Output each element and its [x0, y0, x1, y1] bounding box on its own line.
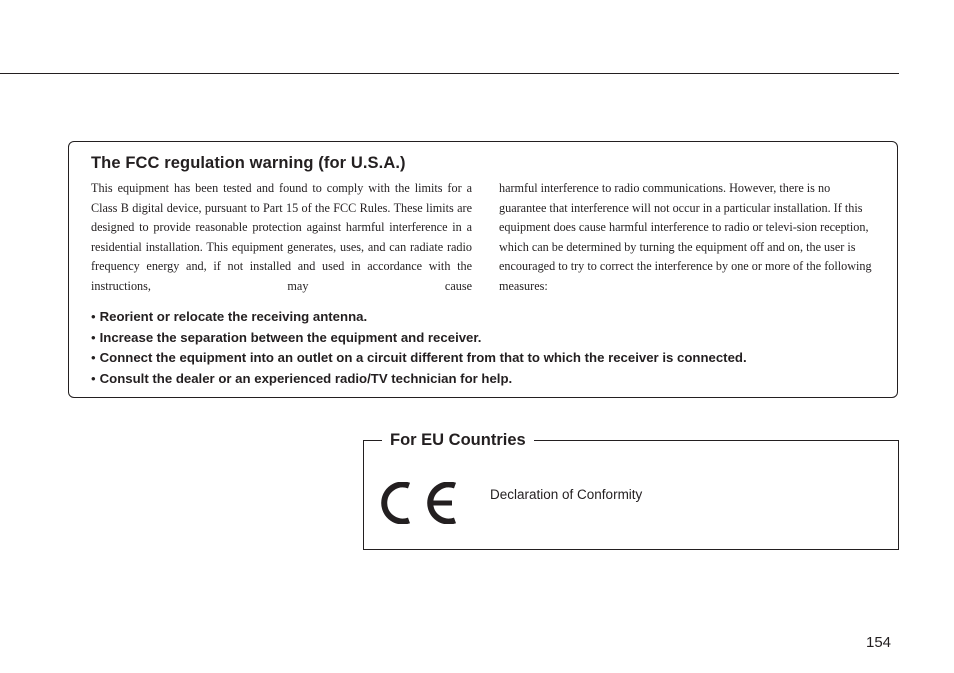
list-item: [91, 369, 747, 390]
fcc-warning-box: [68, 141, 898, 398]
bullet-glyph: •: [91, 309, 96, 324]
bullet-glyph: •: [91, 350, 96, 366]
measure-text: Reorient or relocate the receiving antenna.: [99, 309, 368, 324]
measure-text: Increase the separation between the equipment and receiver.: [99, 329, 482, 345]
fcc-paragraph-left: This equipment has been tested and found to comply with the limits for a Class B digital device, pursuant to Part 15 of the FCC Rules. These limits are designed to provide reasonable protection against harmful interference in a residential installation. This equipment generates, uses, and can radiate radio frequency energy and, if not installed and used in accordance with the instructions, may cause: [91, 181, 472, 293]
header-rule: [0, 73, 899, 74]
fcc-title: The FCC regulation warning (for U.S.A.): [91, 154, 406, 172]
list-item: [91, 307, 747, 328]
fcc-measures-list: [91, 307, 747, 389]
list-item: [91, 348, 747, 369]
measure-text: Consult the dealer or an experienced radio/TV technician for help.: [99, 370, 513, 386]
page-number: 154: [866, 634, 892, 651]
measure-text: Connect the equipment into an outlet on a circuit different from that to which the receiver is connected.: [99, 350, 747, 366]
list-item: [91, 328, 747, 349]
eu-title: For EU Countries: [382, 429, 534, 451]
bullet-glyph: •: [91, 329, 96, 345]
declaration-of-conformity-label: Declaration of Conformity: [490, 487, 643, 502]
fcc-paragraph-right: harmful interference to radio communications. However, there is no guarantee that interference will not occur in a particular installation. If this equipment does cause harmful interference to radio or televi-sion reception, which can be determined by turning the equipment off and on, the user is encouraged to try to correct the interference by one or more of the following measures:: [499, 181, 872, 293]
ce-mark-icon: [379, 482, 459, 524]
eu-conformity-box: [363, 431, 899, 550]
bullet-glyph: •: [91, 370, 96, 386]
